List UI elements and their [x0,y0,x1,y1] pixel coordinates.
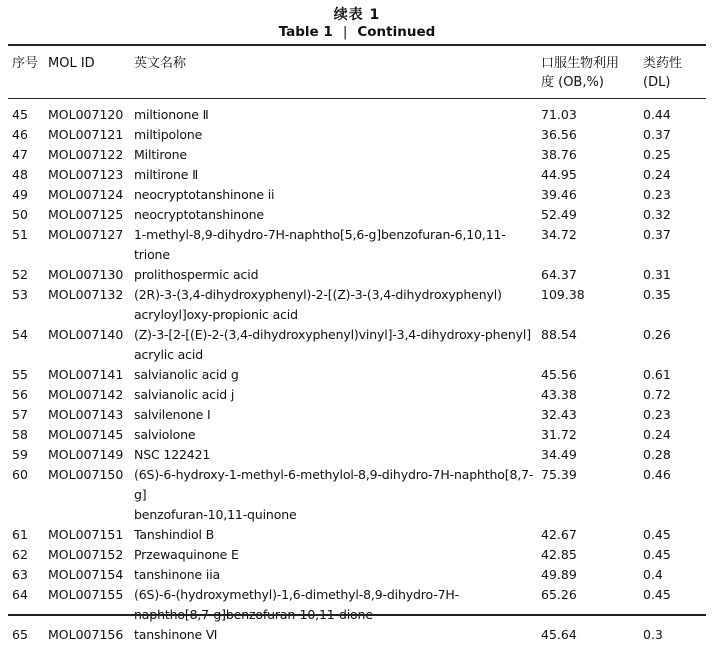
cell-mol-id: MOL007130 [48,267,124,282]
cell-serial-number: 54 [12,327,28,342]
table-title-continued: Continued [357,24,436,40]
header-dl-line2: (DL) [643,75,671,90]
cell-mol-id: MOL007155 [48,587,124,602]
cell-serial-number: 65 [12,627,28,642]
cell-oral-bioavailability: 39.46 [541,187,577,202]
cell-oral-bioavailability: 43.38 [541,387,577,402]
table-row [0,265,714,285]
cell-oral-bioavailability: 45.56 [541,367,577,382]
cell-mol-id: MOL007154 [48,567,124,582]
cell-serial-number: 62 [12,547,28,562]
cell-oral-bioavailability: 42.85 [541,547,577,562]
cell-oral-bioavailability: 32.43 [541,407,577,422]
cell-oral-bioavailability: 31.72 [541,427,577,442]
cell-mol-id: MOL007127 [48,227,124,242]
cell-mol-id: MOL007132 [48,287,124,302]
cell-oral-bioavailability: 45.64 [541,627,577,642]
cell-drug-likeness: 0.61 [643,367,671,382]
cell-drug-likeness: 0.32 [643,207,671,222]
cell-serial-number: 63 [12,567,28,582]
cell-oral-bioavailability: 49.89 [541,567,577,582]
table-row [0,205,714,225]
cell-mol-id: MOL007145 [48,427,124,442]
cell-oral-bioavailability: 65.26 [541,587,577,602]
cell-mol-id: MOL007120 [48,107,124,122]
cell-english-name: salvilenone Ⅰ [134,407,211,422]
table-row [0,325,714,365]
table-title-chinese: 续表 1 [333,7,381,23]
cell-mol-id: MOL007152 [48,547,124,562]
cell-drug-likeness: 0.23 [643,407,671,422]
table-row [0,465,714,525]
table-row [0,225,714,265]
cell-english-name: salvianolic acid g [134,367,239,382]
cell-serial-number: 55 [12,367,28,382]
cell-english-name: Przewaquinone E [134,547,239,562]
cell-drug-likeness: 0.24 [643,427,671,442]
cell-serial-number: 52 [12,267,28,282]
cell-drug-likeness: 0.45 [643,547,671,562]
cell-oral-bioavailability: 52.49 [541,207,577,222]
cell-serial-number: 64 [12,587,28,602]
header-serial-number: 序号 [12,56,39,71]
table-title-label: Table 1 [278,24,333,40]
cell-english-name: miltirone Ⅱ [134,167,199,182]
cell-drug-likeness: 0.23 [643,187,671,202]
cell-mol-id: MOL007140 [48,327,124,342]
cell-drug-likeness: 0.28 [643,447,671,462]
table-row [0,625,714,645]
table-row [0,125,714,145]
cell-english-name: miltipolone [134,127,203,142]
cell-serial-number: 59 [12,447,28,462]
cell-drug-likeness: 0.4 [643,567,663,582]
cell-drug-likeness: 0.24 [643,167,671,182]
cell-english-name: neocryptotanshinone [134,207,264,222]
table-row [0,185,714,205]
cell-english-name: prolithospermic acid [134,267,259,282]
cell-english-name: NSC 122421 [134,447,211,462]
cell-mol-id: MOL007143 [48,407,124,422]
cell-english-name: salvianolic acid j [134,387,235,402]
cell-serial-number: 48 [12,167,28,182]
cell-serial-number: 47 [12,147,28,162]
table-body [0,105,714,645]
cell-mol-id: MOL007149 [48,447,124,462]
table-row [0,545,714,565]
table-row [0,525,714,545]
table-row [0,405,714,425]
cell-serial-number: 60 [12,467,28,482]
cell-english-name: miltionone Ⅱ [134,107,209,122]
cell-serial-number: 56 [12,387,28,402]
cell-drug-likeness: 0.44 [643,107,671,122]
title-separator: | [342,24,348,40]
header-mol-id: MOL ID [48,56,95,71]
cell-english-name: tanshinone Ⅵ [134,627,218,642]
cell-english-name: (6S)-6-hydroxy-1-methyl-6-methylol-8,9-dihydro-7H-naphtho[8,7-g] benzofuran-10,11-quinone [134,467,534,522]
cell-serial-number: 53 [12,287,28,302]
cell-english-name: (2R)-3-(3,4-dihydroxyphenyl)-2-[(Z)-3-(3,4-dihydroxyphenyl) acryloyl]oxy-propionic acid [134,287,502,322]
cell-drug-likeness: 0.46 [643,467,671,482]
table-row [0,585,714,625]
cell-drug-likeness: 0.35 [643,287,671,302]
table-row [0,565,714,585]
table-title-english [0,24,714,40]
cell-drug-likeness: 0.72 [643,387,671,402]
table-row [0,365,714,385]
cell-english-name: 1-methyl-8,9-dihydro-7H-naphtho[5,6-g]benzofuran-6,10,11-trione [134,227,506,262]
cell-english-name: (6S)-6-(hydroxymethyl)-1,6-dimethyl-8,9-dihydro-7H- naphtho[8,7-g]benzofuran-10,11-dione [134,587,460,622]
cell-mol-id: MOL007141 [48,367,124,382]
cell-drug-likeness: 0.26 [643,327,671,342]
cell-english-name: neocryptotanshinone ii [134,187,275,202]
cell-drug-likeness: 0.45 [643,587,671,602]
cell-english-name: Miltirone [134,147,187,162]
cell-oral-bioavailability: 36.56 [541,127,577,142]
cell-mol-id: MOL007121 [48,127,124,142]
cell-english-name: tanshinone iia [134,567,221,582]
cell-drug-likeness: 0.37 [643,227,671,242]
header-english-name: 英文名称 [134,56,187,71]
cell-oral-bioavailability: 64.37 [541,267,577,282]
cell-oral-bioavailability: 75.39 [541,467,577,482]
cell-serial-number: 57 [12,407,28,422]
cell-drug-likeness: 0.3 [643,627,663,642]
header-bottom-rule [8,98,706,99]
cell-mol-id: MOL007142 [48,387,124,402]
table-row [0,285,714,325]
cell-english-name: salviolone [134,427,196,442]
cell-mol-id: MOL007125 [48,207,124,222]
table-row [0,165,714,185]
cell-mol-id: MOL007123 [48,167,124,182]
table-top-rule [8,44,706,46]
table-row [0,105,714,125]
cell-mol-id: MOL007124 [48,187,124,202]
header-ob-line1: 口服生物利用 [541,56,620,71]
table-row [0,425,714,445]
cell-oral-bioavailability: 34.49 [541,447,577,462]
header-dl-line1: 类药性 [643,56,683,71]
table-row [0,385,714,405]
header-ob-line2: 度 (OB,%) [541,75,604,90]
cell-mol-id: MOL007122 [48,147,124,162]
cell-oral-bioavailability: 71.03 [541,107,577,122]
table-row [0,145,714,165]
cell-oral-bioavailability: 44.95 [541,167,577,182]
cell-serial-number: 45 [12,107,28,122]
cell-oral-bioavailability: 88.54 [541,327,577,342]
cell-drug-likeness: 0.31 [643,267,671,282]
cell-mol-id: MOL007156 [48,627,124,642]
cell-serial-number: 58 [12,427,28,442]
cell-english-name: (Z)-3-[2-[(E)-2-(3,4-dihydroxyphenyl)vinyl]-3,4-dihydroxy-phenyl] acrylic acid [134,327,531,362]
cell-serial-number: 46 [12,127,28,142]
cell-serial-number: 51 [12,227,28,242]
cell-mol-id: MOL007150 [48,467,124,482]
cell-oral-bioavailability: 42.67 [541,527,577,542]
header-oral-bioavailability [541,54,619,92]
header-drug-likeness [643,54,682,92]
table-row [0,445,714,465]
cell-oral-bioavailability: 38.76 [541,147,577,162]
cell-oral-bioavailability: 109.38 [541,287,585,302]
cell-serial-number: 50 [12,207,28,222]
table-bottom-rule [8,614,706,616]
cell-drug-likeness: 0.45 [643,527,671,542]
cell-serial-number: 49 [12,187,28,202]
cell-english-name: Tanshindiol B [134,527,215,542]
cell-oral-bioavailability: 34.72 [541,227,577,242]
cell-drug-likeness: 0.37 [643,127,671,142]
cell-serial-number: 61 [12,527,28,542]
cell-drug-likeness: 0.25 [643,147,671,162]
cell-mol-id: MOL007151 [48,527,124,542]
